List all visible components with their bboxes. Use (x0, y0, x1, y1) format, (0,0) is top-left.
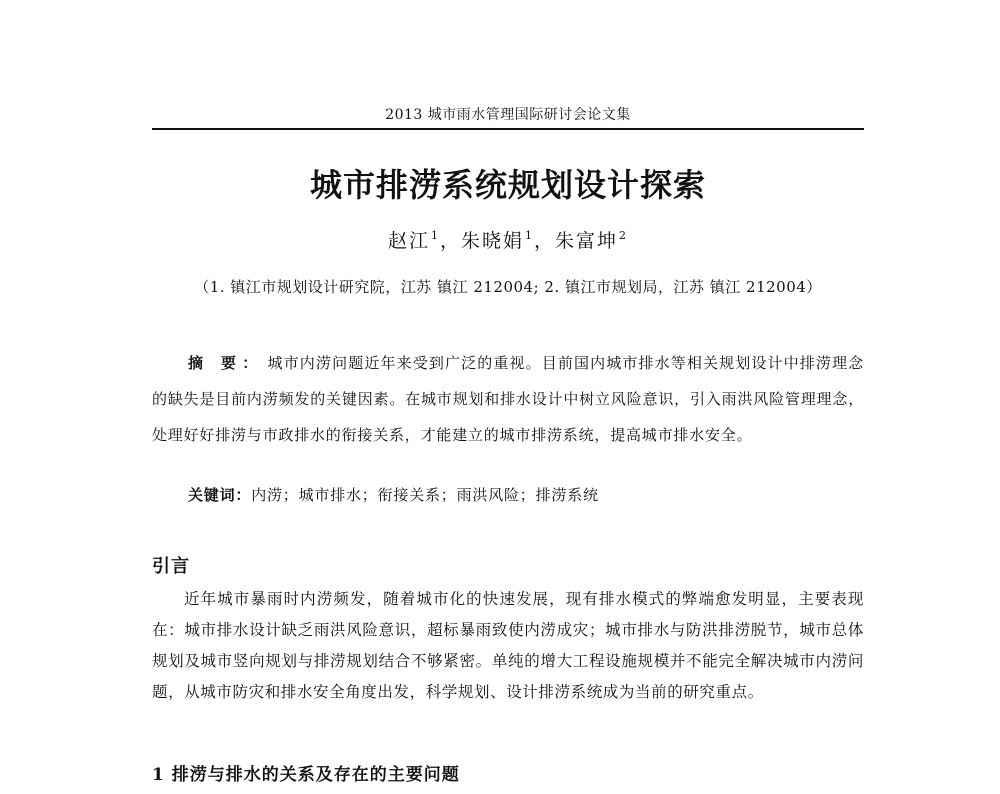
author-line (150, 226, 866, 253)
author-affiliation-mark: 1 (430, 229, 440, 242)
author-separator: ， (534, 230, 556, 252)
keywords-line (188, 482, 864, 508)
affiliation-line: （1. 镇江市规划设计研究院，江苏 镇江 212004; 2. 镇江市规划局，江苏 镇江 212004） (194, 278, 822, 296)
keywords-label: 关键词： (188, 486, 252, 504)
author-affiliation-mark: 1 (525, 229, 534, 242)
keywords-text: 内涝；城市排水；衔接关系；雨洪风险；排涝系统 (251, 486, 599, 504)
section-heading: 1 排涝与排水的关系及存在的主要问题 (152, 765, 460, 785)
author-name: 朱富坤 (555, 230, 619, 252)
abstract-text: 城市内涝问题近年来受到广泛的重视。目前国内城市排水等相关规划设计中排涝理念的缺失是目前内涝频发的关键因素。在城市规划和排水设计中树立风险意识，引入雨洪风险管理理念，处理好好排涝与市政排水的衔接关系，才能建立的城市排涝系统，提高城市排水安全。 (152, 354, 864, 444)
abstract-paragraph (152, 345, 864, 453)
abstract-label: 摘 要： (188, 354, 264, 372)
paper-title: 城市排涝系统规划设计探索 (309, 166, 706, 204)
intro-paragraph: 近年城市暴雨时内涝频发，随着城市化的快速发展，现有排水模式的弊端愈发明显，主要表现在：城市排水设计缺乏雨洪风险意识，超标暴雨致使内涝成灾；城市排水与防洪排涝脱节，城市总体规划及城市竖向规划与排涝规划结合不够紧密。单纯的增大工程设施规模并不能完全解决城市内涝问题，从城市防灾和排水安全角度出发，科学规划、设计排涝系统成为当前的研究重点。 (152, 590, 864, 701)
author-separator: ， (439, 230, 461, 252)
intro-heading: 引言 (152, 556, 190, 577)
author-name: 赵江 (387, 230, 430, 252)
header-rule (152, 128, 864, 130)
author-name: 朱晓娟 (460, 230, 524, 252)
running-header: 2013 城市雨水管理国际研讨会论文集 (385, 107, 631, 123)
author-affiliation-mark: 2 (619, 229, 629, 242)
